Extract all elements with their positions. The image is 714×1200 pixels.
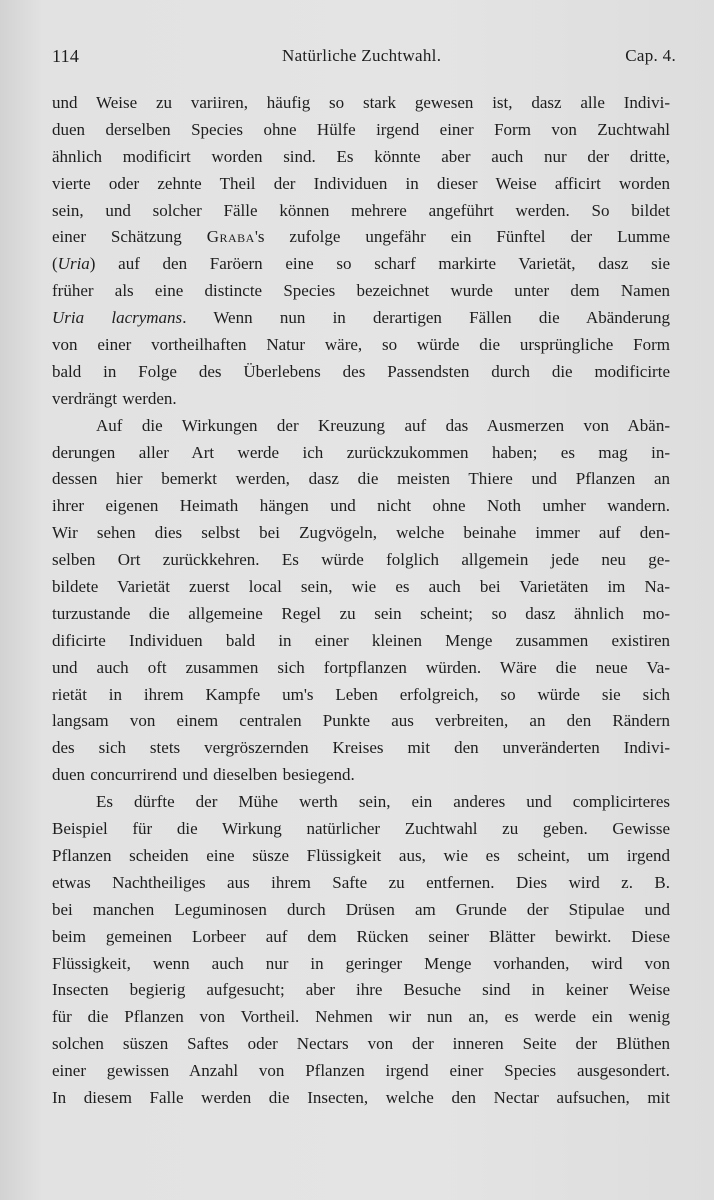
text-line: dificirte Individuen bald in einer kleinen Menge zusammen existiren bbox=[52, 630, 670, 650]
text-line: Beispiel für die Wirkung natürlicher Zuchtwahl zu geben. Gewisse bbox=[52, 819, 670, 839]
text-line: Uria lacrymans. Wenn nun in derartigen Fällen die Abänderung bbox=[52, 308, 670, 328]
text-line: vierte oder zehnte Theil der Individuen in dieser Weise afficirt worden bbox=[52, 173, 670, 193]
text-line: ihrer eigenen Heimath hängen und nicht ohne Noth umher wandern. bbox=[52, 496, 670, 516]
text-line: turzustande die allgemeine Regel zu sein scheint; so dasz ähnlich mo- bbox=[52, 603, 670, 623]
text-line: und auch oft zusammen sich fortpflanzen würden. Wäre die neue Va- bbox=[52, 657, 670, 677]
text-line: rietät in ihrem Kampfe um's Leben erfolgreich, so würde sie sich bbox=[52, 684, 670, 704]
author-name: Graba bbox=[206, 227, 255, 247]
text-line: sein, und solcher Fälle können mehrere angeführt werden. So bildet bbox=[52, 200, 670, 220]
text-line: bildete Varietät zuerst local sein, wie es auch bei Varietäten im Na- bbox=[52, 577, 670, 597]
text-line: Insecten begierig aufgesucht; aber ihre Besuche sind in keiner Weise bbox=[52, 980, 670, 1000]
text-line: derungen aller Art werde ich zurückzukommen haben; es mag in- bbox=[52, 442, 670, 462]
text-line: In diesem Falle werden die Insecten, welche den Nectar aufsuchen, mit bbox=[52, 1087, 670, 1107]
text-line: Es dürfte der Mühe werth sein, ein anderes und complicirteres bbox=[96, 792, 670, 812]
page-header bbox=[52, 46, 676, 72]
genus-name: Uria bbox=[57, 254, 90, 274]
text-line: bei manchen Leguminosen durch Drüsen am Grunde der Stipulae und bbox=[52, 899, 670, 919]
text-line: früher als eine distincte Species bezeichnet wurde unter dem Namen bbox=[52, 281, 670, 301]
text-line: selben Ort zurückkehren. Es würde folglich allgemein jede neu ge- bbox=[52, 550, 670, 570]
text-line: einer gewissen Anzahl von Pflanzen irgend einer Species ausgesondert. bbox=[52, 1061, 670, 1081]
text-line: für die Pflanzen von Vortheil. Nehmen wir nun an, es werde ein wenig bbox=[52, 1007, 670, 1027]
species-name: Uria lacrymans bbox=[52, 308, 183, 328]
text-line: von einer vortheilhaften Natur wäre, so würde die ursprüngliche Form bbox=[52, 335, 670, 355]
text-line: und Weise zu variiren, häufig so stark gewesen ist, dasz alle Indivi- bbox=[52, 93, 670, 112]
text-line: Auf die Wirkungen der Kreuzung auf das Ausmerzen von Abän- bbox=[96, 415, 670, 435]
text-line: solchen süszen Saftes oder Nectars von der inneren Seite der Blüthen bbox=[52, 1034, 670, 1054]
text-line: einer Schätzung Graba's zufolge ungefähr ein Fünftel der Lumme bbox=[52, 227, 670, 247]
text-line: Wir sehen dies selbst bei Zugvögeln, welche beinahe immer auf den- bbox=[52, 523, 670, 543]
text-line: dessen hier bemerkt werden, dasz die meisten Thiere und Pflanzen an bbox=[52, 469, 670, 489]
page-number: 114 bbox=[52, 46, 80, 66]
text-line: duen concurrirend und dieselben besiegend. bbox=[52, 765, 355, 785]
chapter-label: Cap. 4. bbox=[625, 46, 676, 65]
text-line: des sich stets vergröszernden Kreises mit den unveränderten Indivi- bbox=[52, 738, 670, 758]
text-line: duen derselben Species ohne Hülfe irgend einer Form von Zuchtwahl bbox=[52, 119, 670, 139]
text-line: etwas Nachtheiliges aus ihrem Safte zu entfernen. Dies wird z. B. bbox=[52, 872, 670, 892]
text-line: ähnlich modificirt worden sind. Es könnte aber auch nur der dritte, bbox=[52, 146, 670, 166]
text-line: (Uria) auf den Faröern eine so scharf markirte Varietät, dasz sie bbox=[52, 254, 670, 274]
body-text bbox=[52, 90, 670, 1112]
text-line: beim gemeinen Lorbeer auf dem Rücken seiner Blätter bewirkt. Diese bbox=[52, 926, 670, 946]
text-line: Flüssigkeit, wenn auch nur in geringer Menge vorhanden, wird von bbox=[52, 953, 670, 973]
text-line: verdrängt werden. bbox=[52, 388, 177, 408]
running-title: Natürliche Zuchtwahl. bbox=[282, 46, 442, 65]
text-line: Pflanzen scheiden eine süsze Flüssigkeit aus, wie es scheint, um irgend bbox=[52, 845, 670, 865]
text-line: langsam von einem centralen Punkte aus verbreiten, an den Rändern bbox=[52, 711, 670, 731]
text-line: bald in Folge des Überlebens des Passendsten durch die modificirte bbox=[52, 361, 670, 381]
